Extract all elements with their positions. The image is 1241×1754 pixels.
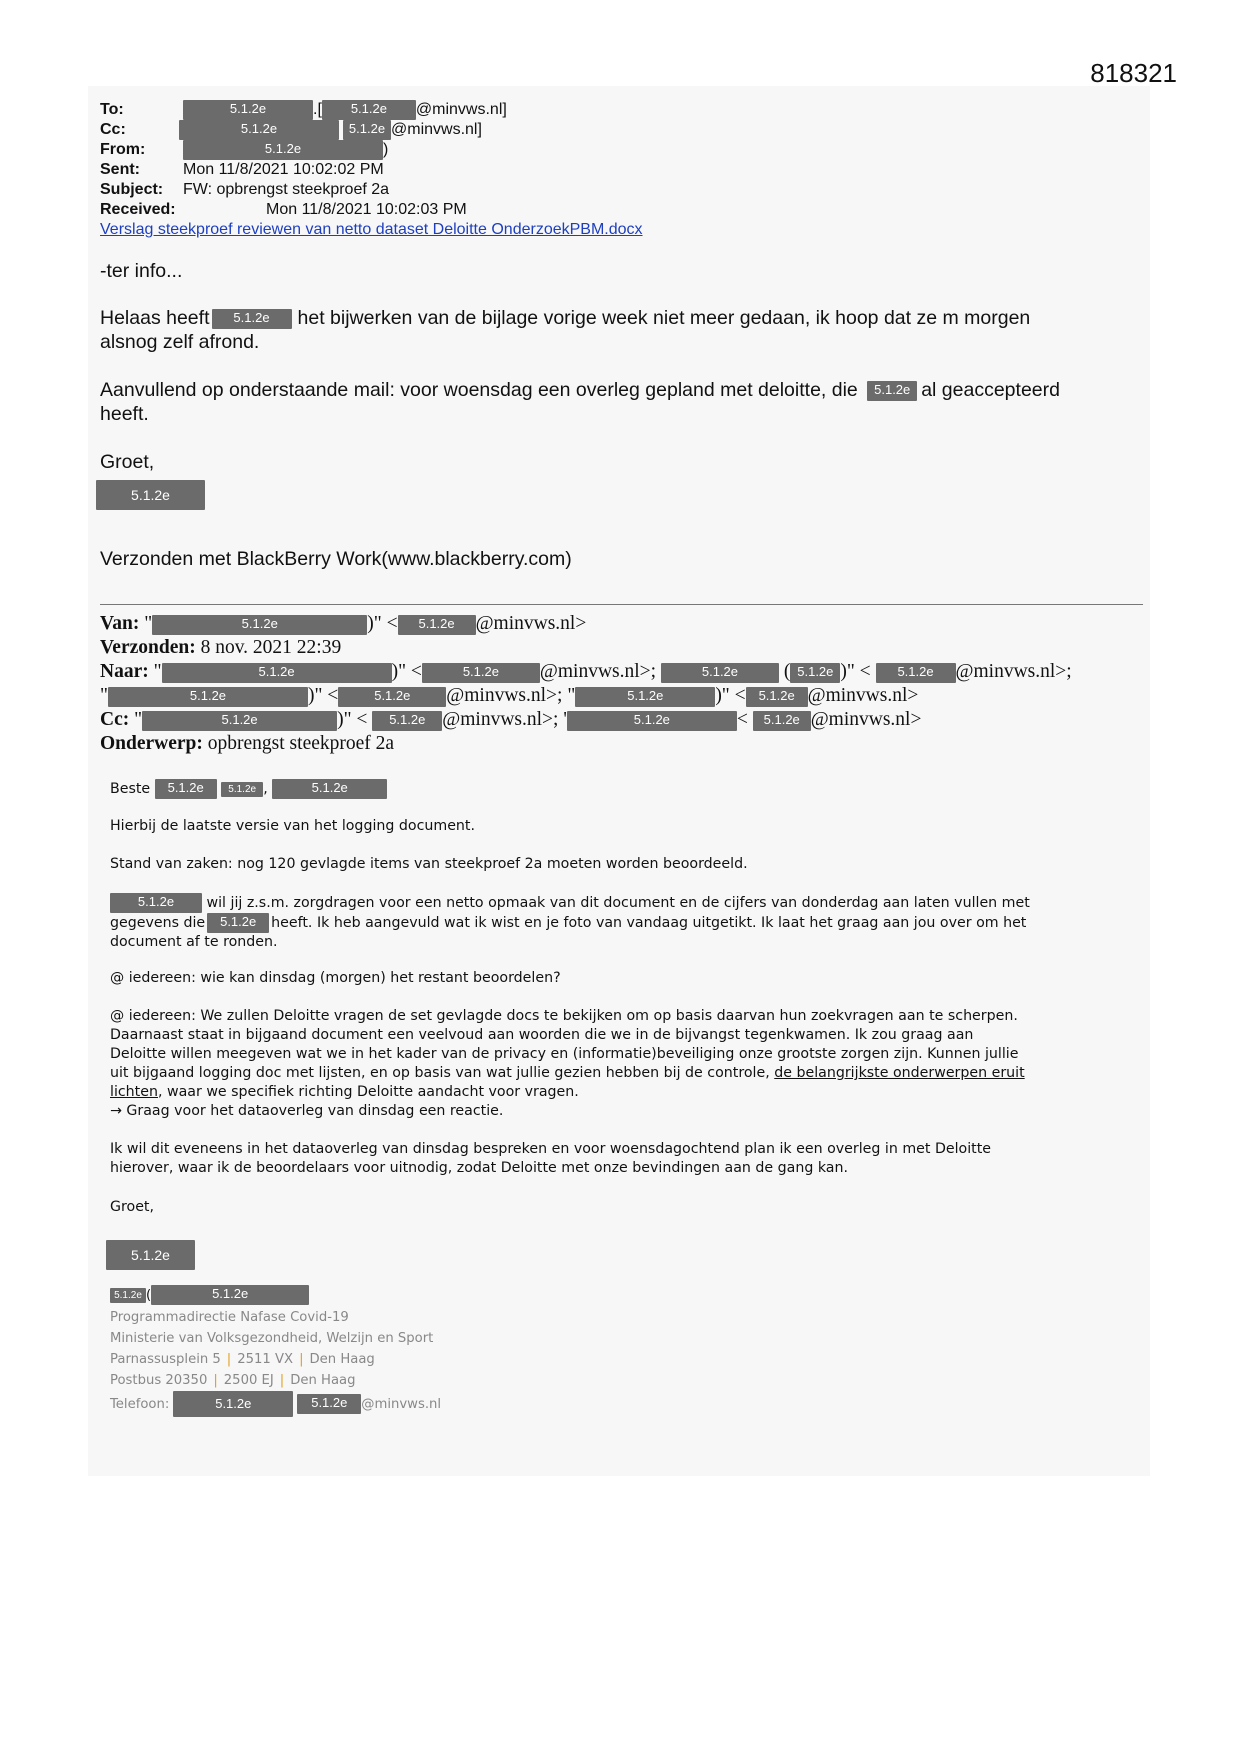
redaction: 5.1.2e bbox=[867, 381, 917, 401]
address-line: Parnassusplein 5 | 2511 VX | Den Haag bbox=[110, 1352, 375, 1367]
redaction: 5.1.2e bbox=[162, 663, 392, 683]
redaction: 5.1.2e bbox=[151, 1285, 309, 1305]
signature-redaction: 5.1.2e bbox=[106, 1240, 195, 1270]
received-row bbox=[100, 200, 643, 220]
redaction: 5.1.2e bbox=[173, 1391, 293, 1417]
redaction: 5.1.2e bbox=[575, 687, 715, 707]
redaction: 5.1.2e bbox=[108, 687, 308, 707]
mail-line-2: Stand van zaken: nog 120 gevlagde items van steekproef 2a moeten worden beoordeeld. bbox=[110, 856, 748, 872]
van-row: Van: " 5.1.2e )" < 5.1.2e @minvws.nl> bbox=[100, 613, 587, 634]
redaction: 5.1.2e bbox=[338, 687, 446, 707]
naar-row-2: " 5.1.2e )" < 5.1.2e @minvws.nl>; " 5.1.2e )" < 5.1.2e @minvws.nl> bbox=[100, 685, 919, 706]
redaction: 5.1.2e bbox=[152, 615, 367, 635]
mail-paragraph-4: @ iedereen: wie kan dinsdag (morgen) het restant beoordelen? bbox=[110, 970, 561, 986]
cc-forward-row: Cc: " 5.1.2e )" < 5.1.2e @minvws.nl>; ' 5.1.2e < 5.1.2e @minvws.nl> bbox=[100, 709, 922, 730]
redaction: 5.1.2e bbox=[661, 663, 779, 683]
redaction: 5.1.2e bbox=[155, 779, 217, 799]
cc-row bbox=[100, 120, 643, 140]
from-label: From: bbox=[100, 141, 146, 158]
mail-paragraph-5: @ iedereen: We zullen Deloitte vragen de set gevlagde docs te bekijken om op basis daarvan hun zoekvragen aan te scherpen. Daarnaast staat in bijgaand document een veelvoud aan woorden die we in de bijvangst tegenkwamen. Ik zou graag aan Deloitte willen meegeven wat we in het kader van de privacy en (informatie)beveiliging onze grootste zorgen zijn. Kunnen jullie uit bijgaand logging doc met lijsten, en op basis van wat jullie gezien hebben bij de controle, de belangrijkste onderwerpen eruit lichten, waar we specifiek richting Deloitte aandacht voor vragen. → Graag voor het dataoverleg van dinsdag een reactie. bbox=[110, 1008, 1025, 1119]
redaction: 5.1.2e bbox=[297, 1394, 361, 1414]
redaction: 5.1.2e bbox=[221, 782, 263, 797]
redaction: 5.1.2e bbox=[372, 711, 442, 731]
to-row: To: 5.1.2e .[ 5.1.2e @minvws.nl] bbox=[100, 101, 507, 119]
paragraph-1: Helaas heeft 5.1.2e het bijwerken van de bijlage vorige week niet meer gedaan, ik hoop dat ze m morgen alsnog zelf afrond. bbox=[100, 307, 1031, 353]
redaction: 5.1.2e bbox=[272, 779, 387, 799]
received-label: Received: bbox=[100, 201, 176, 218]
verzonden-row: Verzonden: 8 nov. 2021 22:39 bbox=[100, 637, 342, 658]
mail-line-1: Hierbij de laatste versie van het logging document. bbox=[110, 818, 475, 834]
subject-label: Subject: bbox=[100, 181, 164, 198]
divider bbox=[100, 604, 1143, 605]
from-row: From: 5.1.2e ) bbox=[100, 141, 389, 159]
sent-value: Mon 11/8/2021 10:02:02 PM bbox=[183, 161, 384, 178]
to-label: To: bbox=[100, 101, 124, 118]
greeting-1: Groet, bbox=[100, 451, 155, 473]
redaction: 5.1.2e bbox=[343, 120, 391, 140]
forwarded-header bbox=[100, 612, 1072, 756]
redaction: 5.1.2e bbox=[753, 711, 811, 731]
cc-label: Cc: bbox=[100, 121, 126, 138]
redaction: 5.1.2e bbox=[567, 711, 737, 731]
org-line-1: Programmadirectie Nafase Covid-19 bbox=[110, 1310, 349, 1325]
org-line-2: Ministerie van Volksgezondheid, Welzijn en Sport bbox=[110, 1331, 434, 1346]
redaction: 5.1.2e bbox=[183, 140, 383, 160]
email-header bbox=[100, 100, 643, 240]
redaction: 5.1.2e bbox=[876, 663, 956, 683]
subject-row bbox=[100, 180, 643, 200]
signature-redaction: 5.1.2e bbox=[96, 480, 205, 510]
attachment-row bbox=[100, 220, 643, 240]
mail-salutation: Beste 5.1.2e 5.1.2e , 5.1.2e bbox=[110, 779, 1140, 799]
mail-paragraph-3: 5.1.2e wil jij z.s.m. zorgdragen voor een netto opmaak van dit document en de cijfers van donderdag aan laten vullen met gegevens die 5.1.2e heeft. Ik heb aangevuld wat ik wist en je foto van vandaag uitgetikt. Ik laat het graag aan jou over om het document af te ronden. bbox=[110, 894, 1030, 950]
redaction: 5.1.2e bbox=[322, 100, 416, 120]
document-number: 818321 bbox=[1090, 58, 1177, 88]
redaction: 5.1.2e bbox=[746, 687, 808, 707]
redaction: 5.1.2e bbox=[398, 615, 476, 635]
cc-value: @minvws.nl] bbox=[391, 121, 482, 139]
sent-row bbox=[100, 160, 643, 180]
received-value: Mon 11/8/2021 10:02:03 PM bbox=[266, 201, 467, 218]
postbus-line: Postbus 20350 | 2500 EJ | Den Haag bbox=[110, 1373, 356, 1388]
phone-line: Telefoon: 5.1.2e 5.1.2e @minvws.nl bbox=[110, 1391, 441, 1417]
paragraph-2: Aanvullend op onderstaande mail: voor woensdag een overleg gepland met deloitte, die 5.1.2e al geaccepteerd heeft. bbox=[100, 379, 1060, 425]
mail-greeting: Groet, bbox=[110, 1199, 154, 1215]
signature-name-row: 5.1.2e ( 5.1.2e bbox=[110, 1285, 309, 1306]
redaction: 5.1.2e bbox=[207, 913, 269, 933]
subject-value: FW: opbrengst steekproef 2a bbox=[183, 181, 390, 198]
redaction: 5.1.2e bbox=[212, 309, 292, 329]
redaction: 5.1.2e bbox=[790, 663, 840, 683]
intro-text: -ter info... bbox=[100, 260, 183, 282]
attachment-link[interactable]: Verslag steekproef reviewen van netto dataset Deloitte OnderzoekPBM.docx bbox=[100, 221, 643, 238]
to-value: @minvws.nl] bbox=[415, 101, 507, 119]
onderwerp-row: Onderwerp: opbrengst steekproef 2a bbox=[100, 733, 395, 754]
redaction: 5.1.2e bbox=[179, 120, 339, 140]
naar-row: Naar: " 5.1.2e )" < 5.1.2e @minvws.nl>; 5.1.2e ( 5.1.2e )" < 5.1.2e @minvws.nl>; bbox=[100, 661, 1072, 682]
sent-label: Sent: bbox=[100, 161, 140, 178]
redaction: 5.1.2e bbox=[110, 893, 202, 913]
redaction: 5.1.2e bbox=[183, 100, 313, 120]
redaction: 5.1.2e bbox=[110, 1288, 146, 1303]
mail-paragraph-6: Ik wil dit eveneens in het dataoverleg van dinsdag bespreken en voor woensdagochtend plan ik een overleg in met Deloitte hierover, waar ik de beoordelaars voor uitnodig, zodat Deloitte met onze bevindingen aan de gang kan. bbox=[110, 1141, 992, 1176]
redaction: 5.1.2e bbox=[422, 663, 540, 683]
blackberry-footer: Verzonden met BlackBerry Work(www.blackberry.com) bbox=[100, 548, 572, 570]
redaction: 5.1.2e bbox=[142, 711, 337, 731]
